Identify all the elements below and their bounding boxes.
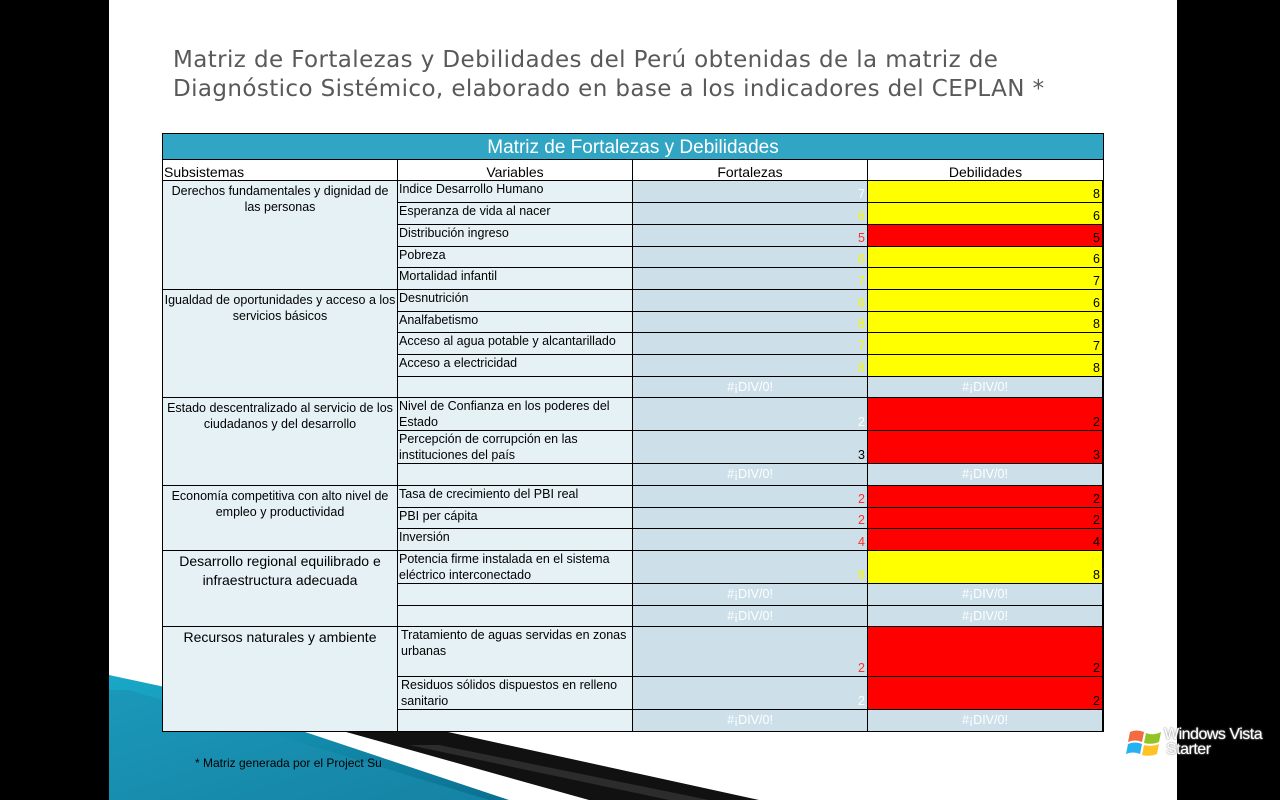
error-value: #¡DIV/0!: [962, 713, 1008, 727]
os-watermark: [1164, 727, 1262, 757]
error-value: #¡DIV/0!: [962, 587, 1008, 601]
weakness-cell: [868, 203, 1103, 225]
strength-value: 6: [858, 296, 865, 310]
variable-cell: Acceso al agua potable y alcantarillado: [398, 333, 633, 355]
strength-cell: [633, 203, 868, 225]
strength-value: 7: [858, 274, 865, 288]
strength-value: 2: [858, 513, 865, 527]
weakness-cell: [868, 710, 1103, 731]
strength-cell: [633, 508, 868, 529]
strength-value: 3: [858, 448, 865, 462]
strength-cell: [633, 355, 868, 377]
weakness-value: 7: [1093, 274, 1100, 288]
weakness-cell: [868, 606, 1103, 627]
error-value: #¡DIV/0!: [962, 467, 1008, 481]
strength-value: 2: [858, 492, 865, 506]
weakness-cell: [868, 312, 1103, 333]
strength-value: 7: [858, 339, 865, 353]
error-value: #¡DIV/0!: [727, 380, 773, 394]
strength-value: 8: [858, 317, 865, 331]
weakness-value: 6: [1093, 296, 1100, 310]
weakness-cell: [868, 225, 1103, 247]
weakness-value: 6: [1093, 252, 1100, 266]
variable-cell: Indice Desarrollo Humano: [398, 181, 633, 203]
weakness-cell: [868, 377, 1103, 398]
subsystem-cell: Recursos naturales y ambiente: [163, 627, 398, 731]
strength-value: 2: [858, 694, 865, 708]
variable-cell: Analfabetismo: [398, 312, 633, 333]
variable-cell-empty: [398, 377, 633, 398]
variable-cell: Acceso a electricidad: [398, 355, 633, 377]
error-value: #¡DIV/0!: [727, 587, 773, 601]
weakness-cell: [868, 677, 1103, 710]
strength-cell: [633, 225, 868, 247]
strength-value: 7: [858, 187, 865, 201]
strength-value: 6: [858, 252, 865, 266]
subsystem-cell: Estado descentralizado al servicio de los ciudadanos y del desarrollo: [163, 398, 398, 486]
strength-value: 2: [858, 661, 865, 675]
subsystem-cell: Economía competitiva con alto nivel de empleo y productividad: [163, 486, 398, 551]
subsystem-cell: Igualdad de oportunidades y acceso a los servicios básicos: [163, 290, 398, 398]
column-header-strengths: Fortalezas: [633, 160, 868, 181]
variable-cell: PBI per cápita: [398, 508, 633, 529]
slide-title: Matriz de Fortalezas y Debilidades del Perú obtenidas de la matriz de Diagnóstico Sistémico, elaborado en base a los indicadores del CEPLAN *: [173, 47, 1045, 102]
strength-cell: [633, 312, 868, 333]
weakness-value: 2: [1093, 694, 1100, 708]
strength-cell: [633, 677, 868, 710]
weakness-value: 8: [1093, 317, 1100, 331]
strength-value: 6: [858, 209, 865, 223]
error-value: #¡DIV/0!: [727, 713, 773, 727]
strength-cell: [633, 181, 868, 203]
strength-cell: [633, 268, 868, 290]
variable-cell-empty: [398, 584, 633, 606]
strength-value: 8: [858, 361, 865, 375]
weakness-cell: [868, 627, 1103, 677]
weakness-cell: [868, 431, 1103, 464]
variable-cell: Tratamiento de aguas servidas en zonas urbanas: [398, 627, 633, 677]
error-value: #¡DIV/0!: [727, 609, 773, 623]
variable-cell-empty: [398, 710, 633, 731]
variable-cell: Nivel de Confianza en los poderes del Estado: [398, 398, 633, 431]
weakness-cell: [868, 181, 1103, 203]
os-brand-line2: Starter: [1166, 741, 1211, 758]
os-brand-line1: Windows Vista: [1164, 726, 1263, 743]
weakness-cell: [868, 398, 1103, 431]
weakness-cell: [868, 333, 1103, 355]
strength-cell: [633, 529, 868, 551]
weakness-value: 2: [1093, 513, 1100, 527]
footnote: * Matriz generada por el Project Su: [195, 756, 382, 770]
strength-cell: [633, 584, 868, 606]
variable-cell: Tasa de crecimiento del PBI real: [398, 486, 633, 508]
variable-cell: Mortalidad infantil: [398, 268, 633, 290]
error-value: #¡DIV/0!: [962, 380, 1008, 394]
subsystem-cell: Desarrollo regional equilibrado e infraestructura adecuada: [163, 551, 398, 627]
variable-cell: Percepción de corrupción en las instituciones del país: [398, 431, 633, 464]
weakness-value: 8: [1093, 187, 1100, 201]
weakness-value: 2: [1093, 415, 1100, 429]
strength-cell: [633, 627, 868, 677]
weakness-value: 6: [1093, 209, 1100, 223]
weakness-value: 8: [1093, 568, 1100, 582]
weakness-value: 3: [1093, 448, 1100, 462]
variable-cell-empty: [398, 464, 633, 486]
column-header-subsystems: Subsistemas: [163, 160, 398, 181]
strength-cell: [633, 464, 868, 486]
column-header-variables: Variables: [398, 160, 633, 181]
error-value: #¡DIV/0!: [727, 467, 773, 481]
weakness-value: 4: [1093, 535, 1100, 549]
variable-cell: Inversión: [398, 529, 633, 551]
strength-cell: [633, 710, 868, 731]
weakness-cell: [868, 355, 1103, 377]
variable-cell: Distribución ingreso: [398, 225, 633, 247]
strength-value: 5: [858, 231, 865, 245]
weakness-value: 2: [1093, 492, 1100, 506]
strength-value: 4: [858, 535, 865, 549]
weakness-cell: [868, 508, 1103, 529]
variable-cell: Pobreza: [398, 247, 633, 268]
strengths-weaknesses-table: [162, 133, 1104, 732]
weakness-cell: [868, 247, 1103, 268]
variable-cell: Potencia firme instalada en el sistema eléctrico interconectado: [398, 551, 633, 584]
strength-cell: [633, 247, 868, 268]
strength-cell: [633, 377, 868, 398]
variable-cell: Esperanza de vida al nacer: [398, 203, 633, 225]
error-value: #¡DIV/0!: [962, 609, 1008, 623]
weakness-cell: [868, 290, 1103, 312]
strength-cell: [633, 398, 868, 431]
strength-cell: [633, 333, 868, 355]
weakness-value: 2: [1093, 661, 1100, 675]
weakness-cell: [868, 529, 1103, 551]
strength-cell: [633, 606, 868, 627]
table-title: Matriz de Fortalezas y Debilidades: [163, 134, 1103, 160]
subsystem-cell: Derechos fundamentales y dignidad de las personas: [163, 181, 398, 290]
weakness-cell: [868, 464, 1103, 486]
strength-value: 2: [858, 415, 865, 429]
variable-cell-empty: [398, 606, 633, 627]
strength-value: 8: [858, 568, 865, 582]
weakness-value: 7: [1093, 339, 1100, 353]
strength-cell: [633, 431, 868, 464]
windows-logo-icon: [1126, 726, 1166, 760]
weakness-value: 5: [1093, 231, 1100, 245]
strength-cell: [633, 551, 868, 584]
weakness-value: 8: [1093, 361, 1100, 375]
weakness-cell: [868, 551, 1103, 584]
column-header-weaknesses: Debilidades: [868, 160, 1103, 181]
weakness-cell: [868, 486, 1103, 508]
strength-cell: [633, 486, 868, 508]
weakness-cell: [868, 584, 1103, 606]
strength-cell: [633, 290, 868, 312]
weakness-cell: [868, 268, 1103, 290]
variable-cell: Desnutrición: [398, 290, 633, 312]
variable-cell: Residuos sólidos dispuestos en relleno sanitario: [398, 677, 633, 710]
